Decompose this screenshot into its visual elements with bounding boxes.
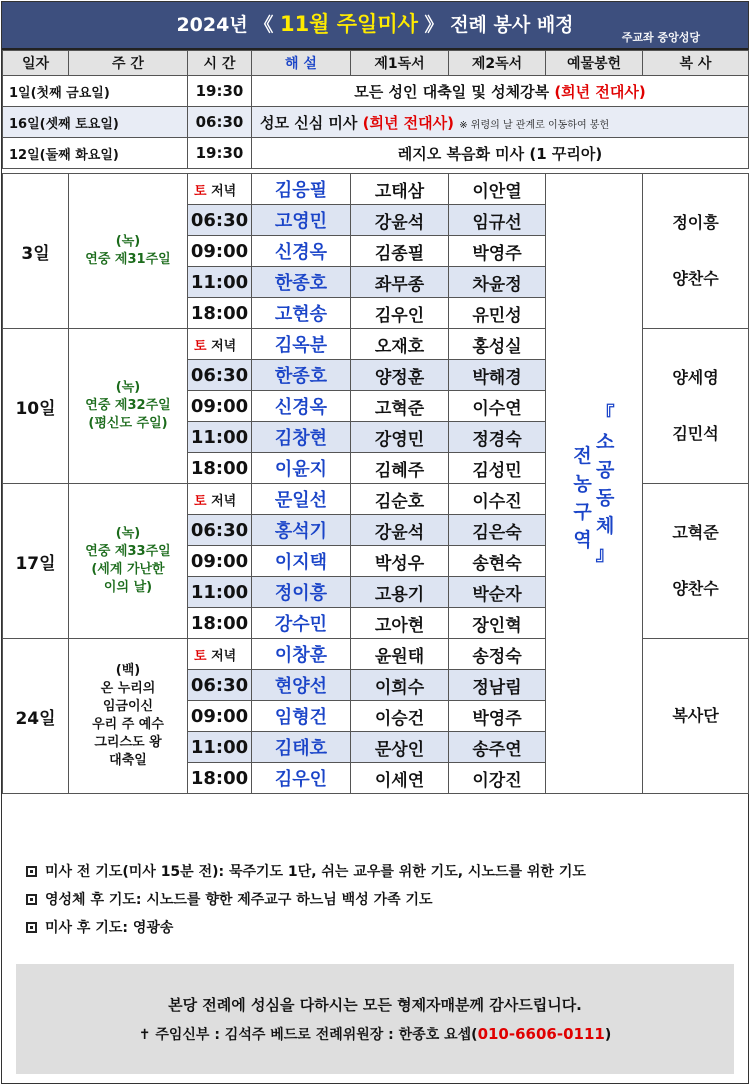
week-label: (녹) 연중 제31주일: [85, 234, 171, 267]
servers-cell: [643, 329, 749, 484]
header-servers: 복 사: [643, 51, 749, 76]
reading2-cell: 박해경: [449, 360, 546, 391]
offering-col-left: [573, 400, 591, 568]
reading1-cell: 오재호: [351, 329, 449, 360]
reading2-cell: 이수진: [449, 484, 546, 515]
time-cell: [188, 174, 252, 205]
date-cell: 10일: [3, 329, 69, 484]
reading2-cell: 임규선: [449, 205, 546, 236]
servers-list: 양세영 김민석: [672, 368, 719, 443]
special-date: 1일(첫째 금요일): [3, 76, 188, 107]
offering-char: 농: [573, 472, 592, 495]
reading2-cell: 유민성: [449, 298, 546, 329]
special-date: 16일(셋째 토요일): [3, 107, 188, 138]
reading2-cell: 송정숙: [449, 639, 546, 670]
reading1-cell: 문상인: [351, 732, 449, 763]
reading2-cell: 정남림: [449, 670, 546, 701]
time-cell: 09:00: [188, 391, 252, 422]
reading1-cell: 고용기: [351, 577, 449, 608]
reading2-cell: 이안열: [449, 174, 546, 205]
evening-label: 저녁: [211, 338, 237, 354]
saturday-mark: 토: [194, 648, 207, 664]
reading2-cell: 박영주: [449, 701, 546, 732]
commentator-cell: 현양선: [252, 670, 351, 701]
special-desc: [252, 76, 749, 107]
offering-char: 소: [596, 430, 615, 453]
reading2-cell: 홍성실: [449, 329, 546, 360]
contact-line: [16, 1024, 734, 1044]
mass-row: [3, 174, 749, 205]
servers-cell: [643, 639, 749, 794]
reading1-cell: 김순호: [351, 484, 449, 515]
special-note: ※ 위령의 날 관계로 이동하여 봉헌: [459, 119, 610, 131]
date-cell: 17일: [3, 484, 69, 639]
time-cell: 11:00: [188, 422, 252, 453]
time-cell: 11:00: [188, 732, 252, 763]
title-bar: [2, 2, 748, 50]
time-cell: 06:30: [188, 360, 252, 391]
offering-cell: [546, 174, 643, 794]
special-text: 성모 신심 미사: [260, 113, 358, 132]
special-time: 06:30: [188, 107, 252, 138]
header-reading1: 제1독서: [351, 51, 449, 76]
week-label: (녹) 연중 제33주일 (세계 가난한 이의 날): [85, 526, 171, 595]
servers-list: 고혁준 양찬수: [672, 523, 719, 598]
reading2-cell: 차윤정: [449, 267, 546, 298]
thanks-message: 본당 전례에 성심을 다하시는 모든 형제자매분께 감사드립니다.: [168, 996, 582, 1014]
offering-char: 동: [596, 486, 615, 509]
commentator-cell: 고현송: [252, 298, 351, 329]
square-bullet-icon: [26, 922, 37, 933]
square-bullet-icon: [26, 866, 37, 877]
reading1-cell: 강윤석: [351, 205, 449, 236]
time-cell: 18:00: [188, 298, 252, 329]
reading1-cell: 이승건: [351, 701, 449, 732]
reading1-cell: 강윤석: [351, 515, 449, 546]
evening-label: 저녁: [211, 183, 237, 199]
special-mass-row: [3, 76, 749, 107]
reading1-cell: 좌무종: [351, 267, 449, 298]
header-date: 일자: [3, 51, 69, 76]
commentator-cell: 문일선: [252, 484, 351, 515]
servers-list: 정이흥 양찬수: [672, 213, 719, 288]
time-cell: 09:00: [188, 546, 252, 577]
commentator-cell: 김우인: [252, 763, 351, 794]
reading2-cell: 김성민: [449, 453, 546, 484]
contact-phone: 010-6606-0111: [477, 1025, 605, 1043]
prayer-list: [2, 858, 748, 942]
commentator-cell: 강수민: [252, 608, 351, 639]
offering-char: 구: [573, 500, 592, 523]
reading1-cell: 이희수: [351, 670, 449, 701]
schedule-page: [1, 1, 749, 1084]
commentator-cell: 김태호: [252, 732, 351, 763]
offering-char: 공: [596, 458, 615, 481]
reading2-cell: 정경숙: [449, 422, 546, 453]
header-reading2: 제2독서: [449, 51, 546, 76]
time-cell: 09:00: [188, 701, 252, 732]
title-close-bracket: 》: [424, 14, 444, 36]
reading1-cell: 양정훈: [351, 360, 449, 391]
saturday-mark: 토: [194, 338, 207, 354]
time-cell: 18:00: [188, 763, 252, 794]
reading1-cell: 김우인: [351, 298, 449, 329]
reading1-cell: 고혁준: [351, 391, 449, 422]
saturday-mark: 토: [194, 493, 207, 509]
reading2-cell: 이강진: [449, 763, 546, 794]
saturday-mark: 토: [194, 183, 207, 199]
week-cell: [69, 174, 188, 329]
week-label: (백) 온 누리의 임금이신 우리 주 예수 그리스도 왕 대축일: [92, 663, 164, 768]
reading2-cell: 장인혁: [449, 608, 546, 639]
offering-char: 『: [595, 402, 615, 425]
time-cell: 06:30: [188, 205, 252, 236]
week-cell: [69, 639, 188, 794]
special-indulgence: (희년 전대사): [362, 113, 455, 132]
commentator-cell: 정이흥: [252, 577, 351, 608]
header-time: 시 간: [188, 51, 252, 76]
special-date: 12일(둘째 화요일): [3, 138, 188, 169]
reading1-cell: 윤원태: [351, 639, 449, 670]
commentator-cell: 한종호: [252, 360, 351, 391]
reading2-cell: 이수연: [449, 391, 546, 422]
commentator-cell: 고영민: [252, 205, 351, 236]
commentator-cell: 한종호: [252, 267, 351, 298]
evening-label: 저녁: [211, 648, 237, 664]
commentator-cell: 이창훈: [252, 639, 351, 670]
servers-list: 복사단: [672, 706, 719, 725]
reading1-cell: 고아현: [351, 608, 449, 639]
special-time: 19:30: [188, 76, 252, 107]
time-cell: [188, 639, 252, 670]
commentator-cell: 김옥분: [252, 329, 351, 360]
reading1-cell: 박성우: [351, 546, 449, 577]
offering-char: 체: [596, 514, 615, 537]
week-label: (녹) 연중 제32주일 (평신도 주일): [85, 380, 171, 431]
title-rest: 전례 봉사 배정: [450, 14, 574, 36]
prayer-item: [26, 858, 748, 886]
special-desc: [252, 107, 749, 138]
reading2-cell: 김은숙: [449, 515, 546, 546]
prayer-text: 미사 후 기도: 영광송: [45, 920, 174, 936]
title-highlight: 11월 주일미사: [279, 12, 418, 36]
special-text: 모든 성인 대축일 및 성체강복: [354, 82, 550, 101]
reading1-cell: 김혜주: [351, 453, 449, 484]
header-offering: 예물봉헌: [546, 51, 643, 76]
time-cell: 11:00: [188, 577, 252, 608]
servers-cell: [643, 484, 749, 639]
commentator-cell: 이윤지: [252, 453, 351, 484]
church-name: 주교좌 중앙성당: [621, 31, 700, 44]
reading1-cell: 고태삼: [351, 174, 449, 205]
servers-cell: [643, 174, 749, 329]
special-mass-row: [3, 138, 749, 169]
time-cell: [188, 484, 252, 515]
time-cell: 06:30: [188, 515, 252, 546]
prayer-text: 영성체 후 기도: 시노드를 향한 제주교구 하느님 백성 가족 기도: [45, 892, 433, 908]
prayer-item: [26, 914, 748, 942]
header-row: [3, 51, 749, 76]
offering-col-right: [596, 400, 615, 568]
commentator-cell: 이지택: [252, 546, 351, 577]
commentator-cell: 신경옥: [252, 236, 351, 267]
time-cell: 18:00: [188, 608, 252, 639]
contact-close: ): [604, 1027, 612, 1043]
special-time: 19:30: [188, 138, 252, 169]
date-cell: 3일: [3, 174, 69, 329]
time-cell: 18:00: [188, 453, 252, 484]
reading2-cell: 박순자: [449, 577, 546, 608]
commentator-cell: 김응필: [252, 174, 351, 205]
reading1-cell: 이세연: [351, 763, 449, 794]
header-week: 주 간: [69, 51, 188, 76]
special-indulgence: (희년 전대사): [554, 82, 646, 101]
time-cell: [188, 329, 252, 360]
commentator-cell: 신경옥: [252, 391, 351, 422]
special-mass-row: [3, 107, 749, 138]
header-commentary: 해 설: [252, 51, 351, 76]
time-cell: 11:00: [188, 267, 252, 298]
reading2-cell: 송현숙: [449, 546, 546, 577]
reading1-cell: 강영민: [351, 422, 449, 453]
square-bullet-icon: [26, 894, 37, 905]
contact-text: ✝ 주임신부 : 김석주 베드로 전례위원장 : 한종호 요셉(: [138, 1027, 478, 1043]
time-cell: 06:30: [188, 670, 252, 701]
week-cell: [69, 484, 188, 639]
commentator-cell: 임형건: [252, 701, 351, 732]
prayer-text: 미사 전 기도(미사 15분 전): 묵주기도 1단, 쉬는 교우를 위한 기도, 시노드를 위한 기도: [45, 864, 586, 880]
title-year: 2024년: [176, 14, 248, 36]
offering-char: 역: [573, 528, 592, 551]
commentator-cell: 김창현: [252, 422, 351, 453]
schedule-table: [2, 50, 749, 794]
time-cell: 09:00: [188, 236, 252, 267]
commentator-cell: 홍석기: [252, 515, 351, 546]
reading2-cell: 송주연: [449, 732, 546, 763]
reading1-cell: 김종필: [351, 236, 449, 267]
offering-vertical: [573, 400, 614, 568]
footer: [16, 964, 734, 1074]
reading2-cell: 박영주: [449, 236, 546, 267]
week-cell: [69, 329, 188, 484]
title-open-bracket: 《: [254, 14, 274, 36]
offering-char: 전: [573, 444, 592, 467]
prayer-item: [26, 886, 748, 914]
evening-label: 저녁: [211, 493, 237, 509]
special-desc: 레지오 복음화 미사 (1 꾸리아): [252, 138, 749, 169]
offering-char: 』: [595, 542, 615, 565]
date-cell: 24일: [3, 639, 69, 794]
